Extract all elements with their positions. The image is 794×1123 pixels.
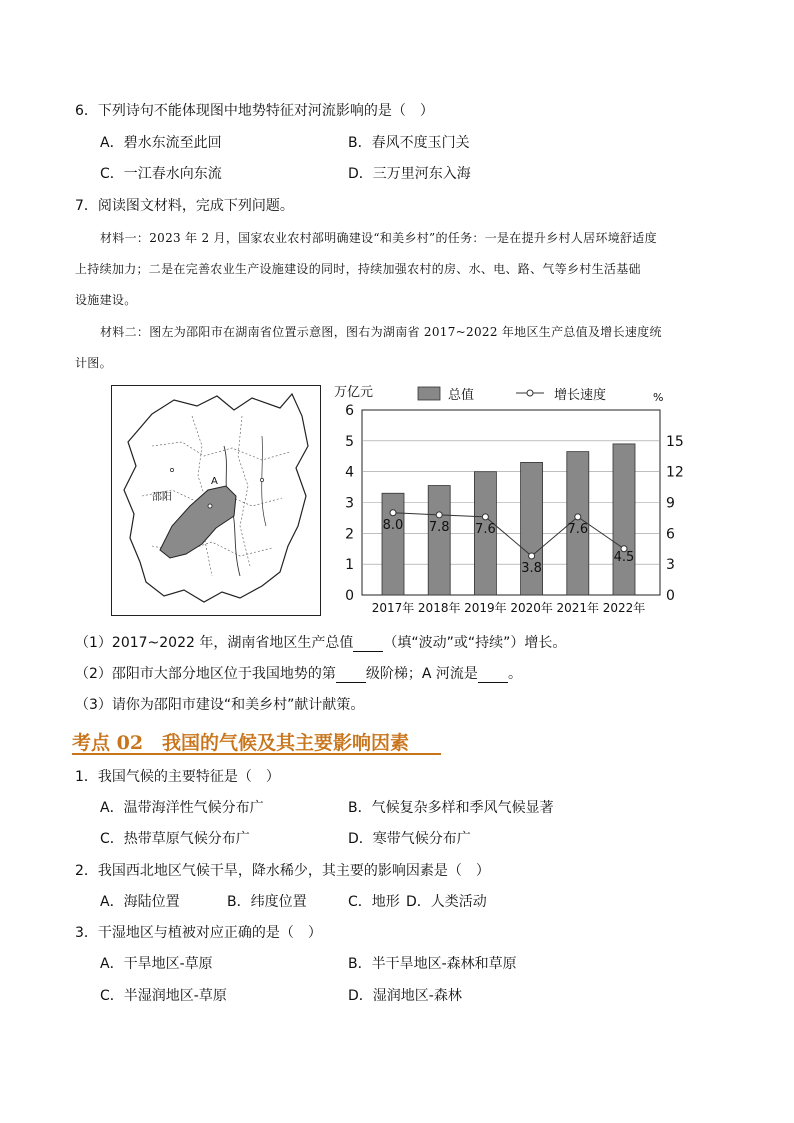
- q3-option-c[interactable]: C．半湿润地区-草原: [100, 988, 227, 1004]
- q3-option-d[interactable]: D．湿润地区-森林: [348, 988, 462, 1004]
- left-axis-tick: 2: [345, 526, 354, 543]
- legend-bar-swatch: [418, 387, 440, 400]
- q3-option-b[interactable]: B．半干旱地区-森林和草原: [348, 956, 517, 972]
- q1-option-d[interactable]: D．寒带气候分布广: [348, 831, 471, 847]
- q2-option-b[interactable]: B．纬度位置: [227, 894, 307, 910]
- map-label-a: A: [211, 476, 218, 487]
- x-axis-tick: 2020年: [510, 601, 553, 615]
- growth-data-label: 7.6: [567, 521, 589, 537]
- q7-sub2: [75, 665, 522, 683]
- hunan-map-svg: [112, 386, 320, 615]
- chart-bar: [428, 486, 450, 595]
- q7-stem: 7．阅读图文材料，完成下列问题。: [75, 198, 294, 214]
- right-axis-unit: %: [653, 391, 664, 404]
- right-axis-tick: 12: [666, 464, 684, 481]
- right-axis-tick: 6: [666, 526, 675, 543]
- q3-option-a[interactable]: A．干旱地区-草原: [100, 956, 213, 972]
- q7-sub2-blank1[interactable]: [336, 668, 366, 683]
- q7-sub1-before: （1）2017~2022 年，湖南省地区生产总值: [75, 635, 354, 651]
- left-axis-tick: 4: [345, 464, 354, 481]
- right-axis-tick: 3: [666, 557, 675, 574]
- growth-point: [436, 512, 442, 518]
- left-axis-tick: 3: [345, 495, 354, 512]
- q1-stem: 1．我国气候的主要特征是（ ）: [75, 769, 280, 785]
- map-label-shaoyang: 邵阳: [152, 492, 172, 503]
- q2-option-c[interactable]: C．地形: [348, 894, 400, 910]
- right-axis-tick: 0: [666, 588, 675, 604]
- growth-data-label: 7.8: [428, 519, 450, 535]
- growth-point: [575, 514, 581, 520]
- q3-stem: 3．干湿地区与植被对应正确的是（ ）: [75, 925, 322, 941]
- q6-option-c[interactable]: C．一江春水向东流: [100, 166, 222, 182]
- x-axis-tick: 2018年: [417, 601, 461, 615]
- chart-growth-line: [383, 510, 635, 576]
- growth-data-label: 4.5: [613, 549, 635, 565]
- x-axis-tick: 2017年: [371, 601, 415, 615]
- x-axis-tick: 2019年: [464, 601, 507, 615]
- q7-sub1-after: （填“波动”或“持续”）增长。: [383, 635, 567, 651]
- q1-option-b[interactable]: B．气候复杂多样和季风气候显著: [348, 800, 554, 816]
- q7-sub2-middle: 级阶梯；A 河流是: [365, 666, 478, 682]
- q7-material1-line2: 上持续加力；二是在完善农业生产设施建设的同时，持续加强农村的房、水、电、路、气等乡村生活基础: [75, 262, 641, 276]
- q6-option-d[interactable]: D．三万里河东入海: [348, 166, 471, 182]
- growth-data-label: 7.6: [475, 521, 496, 537]
- q2-option-d[interactable]: D．人类活动: [406, 894, 487, 910]
- q1-option-a[interactable]: A．温带海洋性气候分布广: [100, 800, 264, 816]
- chart-bar: [382, 493, 404, 595]
- q7-material2-line2: 计图。: [75, 356, 112, 370]
- growth-line-path: [393, 513, 624, 556]
- q6-option-b[interactable]: B．春风不度玉门关: [348, 135, 470, 151]
- chart-bars: [382, 444, 635, 595]
- q7-material1-line1: 材料一：2023 年 2 月，国家农业农村部明确建设“和美乡村”的任务：一是在提升乡村人居环境舒适度: [100, 231, 657, 245]
- legend-line-marker: [527, 390, 533, 396]
- left-axis-unit: 万亿元: [334, 385, 374, 400]
- legend-line-label: 增长速度: [554, 388, 607, 403]
- gdp-chart: [330, 383, 684, 618]
- q7-sub2-after: 。: [507, 666, 522, 682]
- q7-material2-line1: 材料二：图左为邵阳市在湖南省位置示意图，图右为湖南省 2017~2022 年地区生产总值及增长速度统: [100, 325, 662, 339]
- chart-bar: [613, 444, 635, 595]
- left-axis-tick: 6: [345, 403, 354, 419]
- x-axis-tick: 2021年: [556, 601, 600, 615]
- right-axis-tick: 15: [666, 433, 684, 450]
- x-axis-tick: 2022年: [602, 601, 646, 615]
- left-axis-tick: 5: [345, 433, 354, 450]
- q6-stem: 6．下列诗句不能体现图中地势特征对河流影响的是（ ）: [75, 103, 434, 119]
- q7-sub1-blank[interactable]: [353, 637, 383, 652]
- legend-bar-label: 总值: [448, 388, 475, 403]
- q6-option-a[interactable]: A．碧水东流至此回: [100, 135, 222, 151]
- q7-sub1: [75, 634, 566, 652]
- q7-sub2-before: （2）邵阳市大部分地区位于我国地势的第: [75, 666, 336, 682]
- right-axis-tick: 9: [666, 495, 675, 512]
- hunan-location-map: [111, 385, 321, 616]
- q1-option-c[interactable]: C．热带草原气候分布广: [100, 831, 250, 847]
- q7-sub2-blank2[interactable]: [478, 668, 508, 683]
- growth-point: [529, 553, 535, 559]
- section-underline: [72, 753, 441, 755]
- growth-data-label: 8.0: [382, 517, 404, 533]
- growth-point: [482, 514, 488, 520]
- q2-stem: 2．我国西北地区气候干旱，降水稀少，其主要的影响因素是（ ）: [75, 863, 490, 879]
- growth-point: [390, 510, 396, 516]
- section-title: 考点 02 我国的气候及其主要影响因素: [72, 732, 410, 754]
- q7-sub3: （3）请你为邵阳市建设“和美乡村”献计献策。: [75, 697, 365, 713]
- left-axis-tick: 0: [345, 588, 354, 604]
- left-axis-tick: 1: [345, 557, 354, 574]
- growth-data-label: 3.8: [521, 560, 542, 576]
- q2-option-a[interactable]: A．海陆位置: [100, 894, 180, 910]
- q7-material1-line3: 设施建设。: [75, 293, 137, 307]
